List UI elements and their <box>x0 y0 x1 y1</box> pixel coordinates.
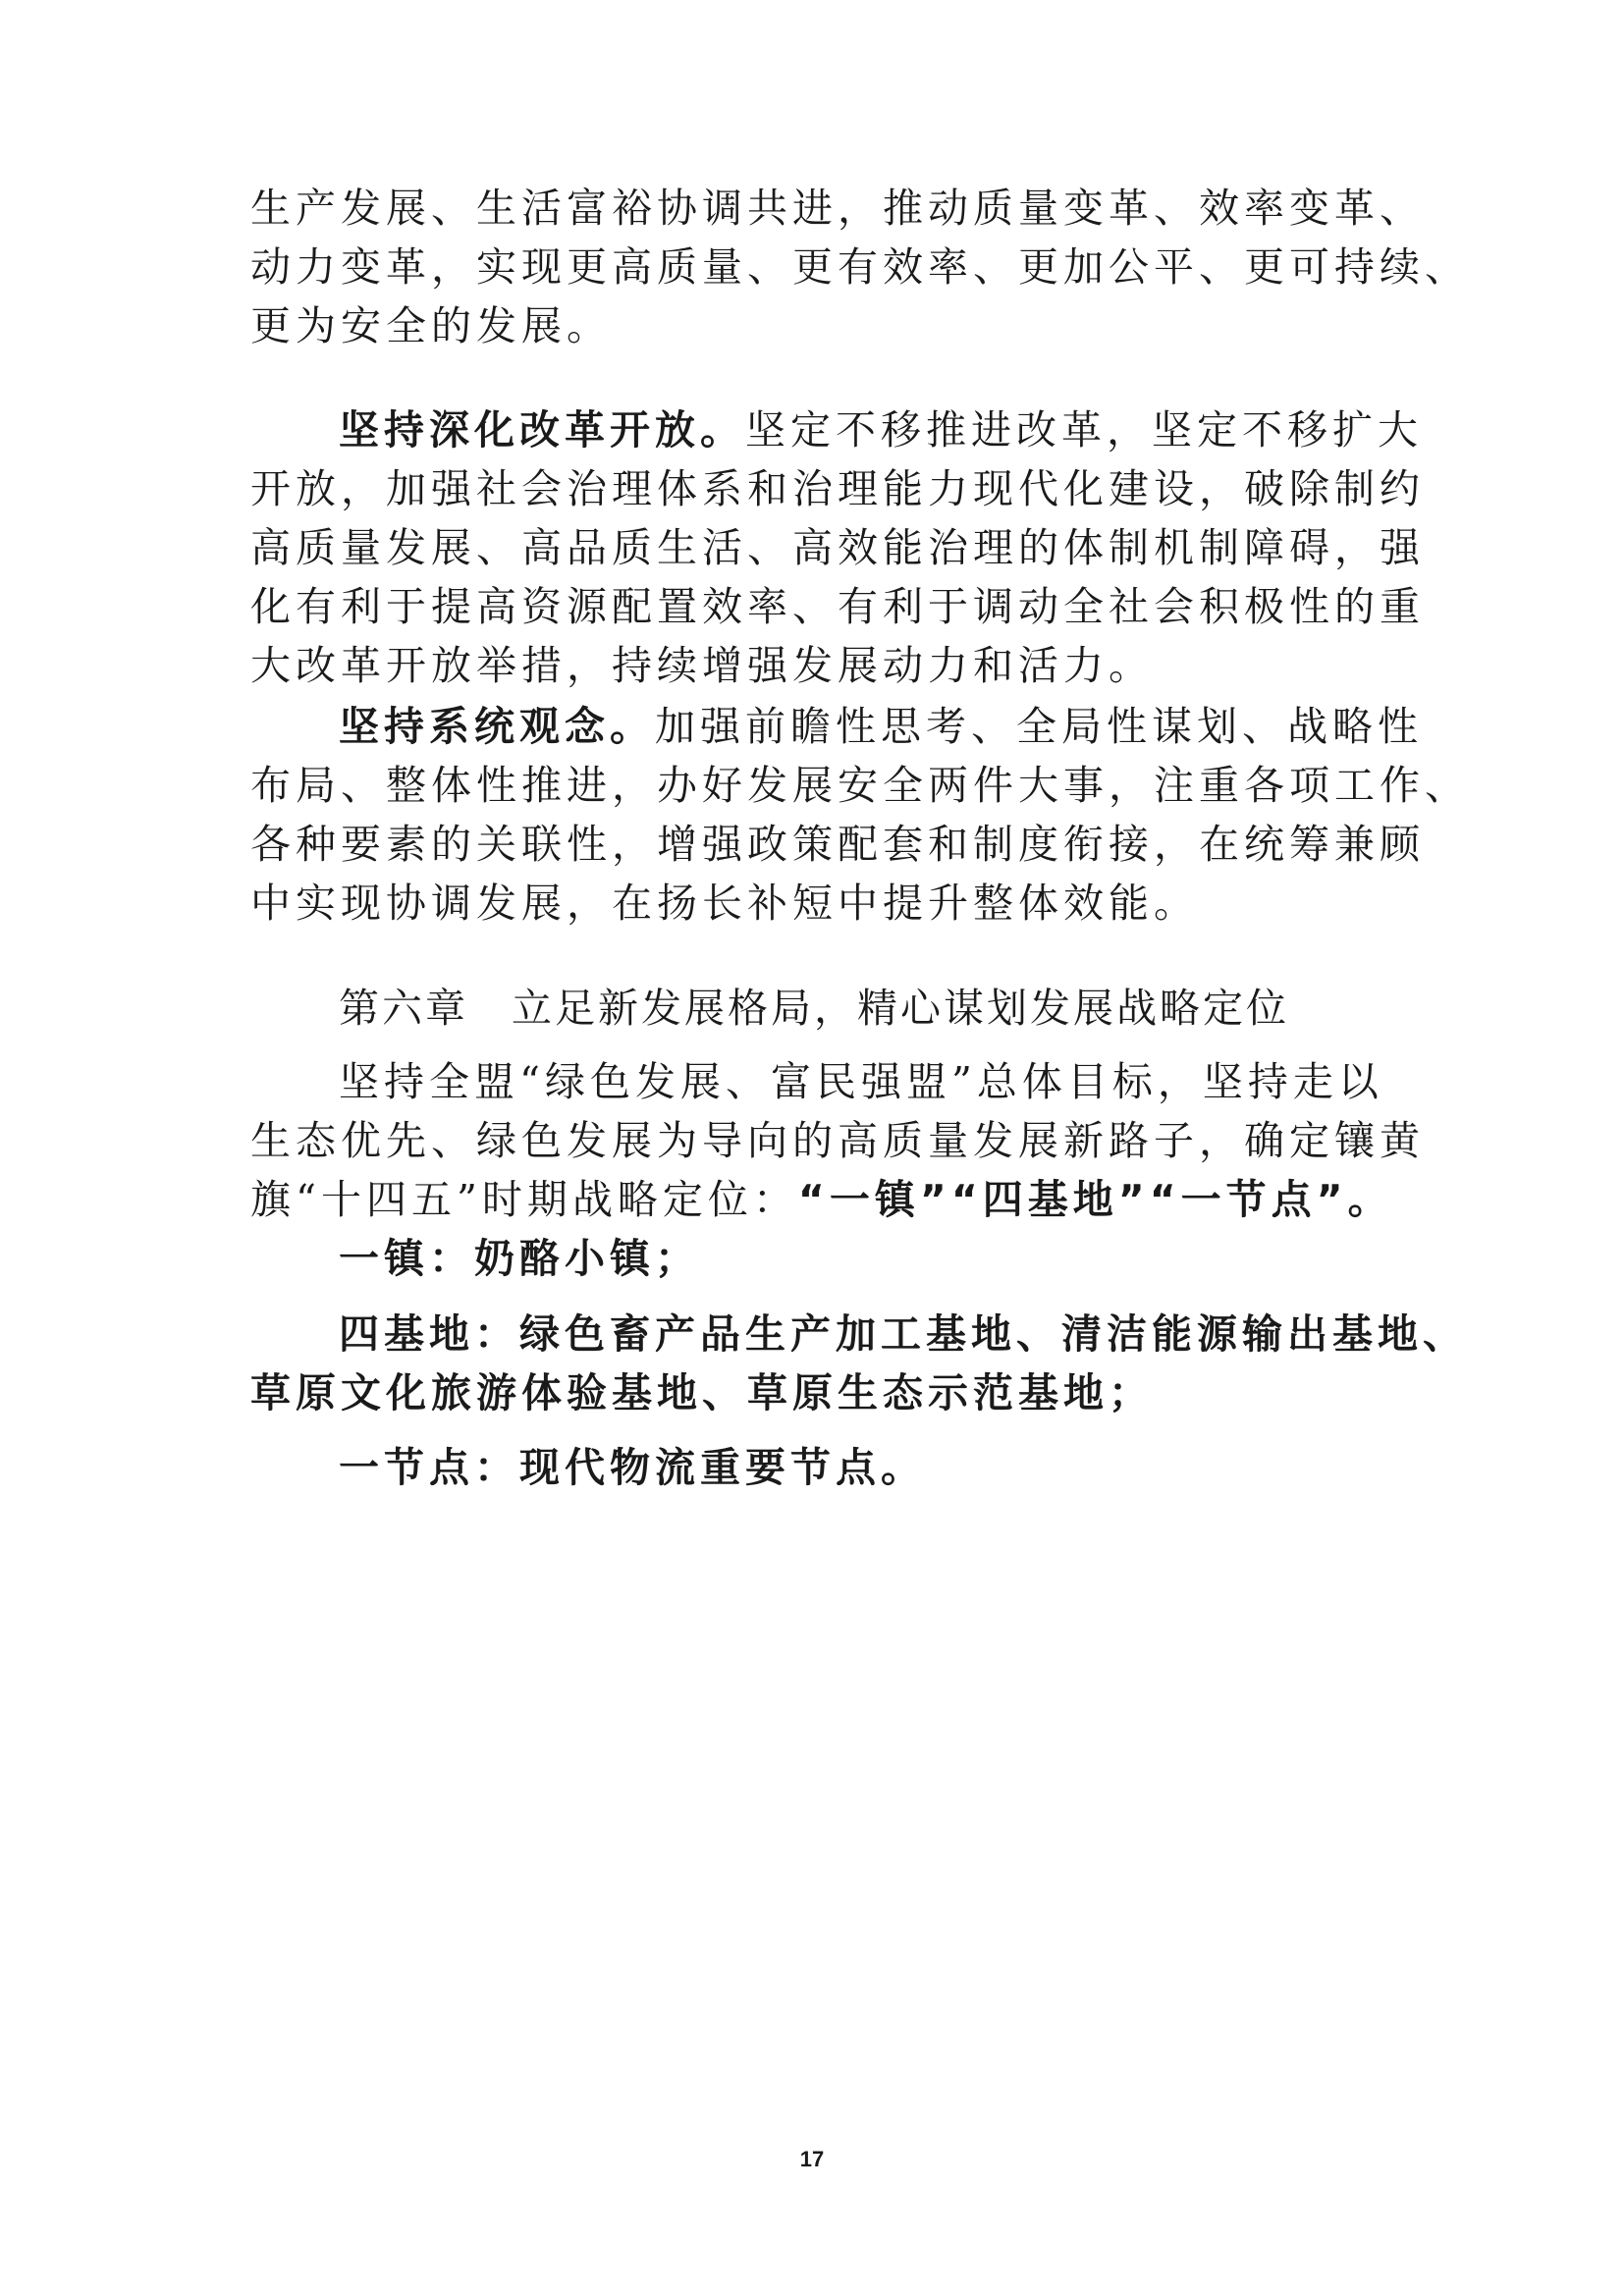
paragraph-2-line-1-rest: 坚定不移推进改革，坚定不移扩大 <box>745 406 1423 454</box>
paragraph-2-line-4: 化有利于提高资源配置效率、有利于调动全社会积极性的重 <box>250 583 1425 630</box>
paragraph-2-lead: 坚持深化改革开放。 <box>339 406 745 454</box>
paragraph-2-line-2: 开放，加强社会治理体系和治理能力现代化建设，破除制约 <box>250 465 1425 512</box>
paragraph-4-line-2: 生态优先、绿色发展为导向的高质量发展新路子，确定镶黄 <box>250 1117 1425 1164</box>
paragraph-2-line-1 <box>250 408 1423 453</box>
paragraph-3-line-4: 中实现协调发展，在扬长补短中提升整体效能。 <box>250 880 1199 927</box>
paragraph-3-line-3: 各种要素的关联性，增强政策配套和制度衔接，在统筹兼顾 <box>250 821 1425 868</box>
item-one-town: 一镇：奶酪小镇； <box>339 1235 700 1282</box>
paragraph-4-line-3-plain: 旗“十四五”时期战略定位： <box>250 1176 798 1223</box>
page-number: 17 <box>799 2147 825 2171</box>
paragraph-3-line-1 <box>250 705 1423 749</box>
item-four-bases-line-2: 草原文化旅游体验基地、草原生态示范基地； <box>250 1369 1154 1416</box>
paragraph-4-line-1: 坚持全盟“绿色发展、富民强盟”总体目标，坚持走以 <box>339 1058 1383 1105</box>
paragraph-1-line-3: 更为安全的发展。 <box>250 302 612 349</box>
paragraph-2-line-3: 高质量发展、高品质生活、高效能治理的体制机制障碍，强 <box>250 524 1425 571</box>
strategic-positioning-highlight: “一镇”“四基地”“一节点”。 <box>797 1176 1393 1223</box>
paragraph-2-line-5: 大改革开放举措，持续增强发展动力和活力。 <box>250 642 1154 689</box>
chapter-heading: 第六章 立足新发展格局，精心谋划发展战略定位 <box>339 985 1289 1032</box>
item-one-node: 一节点：现代物流重要节点。 <box>339 1444 926 1491</box>
paragraph-1-line-2: 动力变革，实现更高质量、更有效率、更加公平、更可持续、 <box>250 243 1470 291</box>
paragraph-1-line-1: 生产发展、生活富裕协调共进，推动质量变革、效率变革、 <box>250 185 1425 232</box>
item-four-bases-line-1: 四基地：绿色畜产品生产加工基地、清洁能源输出基地、 <box>339 1310 1468 1358</box>
paragraph-3-line-2: 布局、整体性推进，办好发展安全两件大事，注重各项工作、 <box>250 762 1470 809</box>
paragraph-3-line-1-rest: 加强前瞻性思考、全局性谋划、战略性 <box>655 703 1423 750</box>
paragraph-3-lead: 坚持系统观念。 <box>339 703 655 750</box>
paragraph-4-line-3 <box>250 1178 1393 1222</box>
